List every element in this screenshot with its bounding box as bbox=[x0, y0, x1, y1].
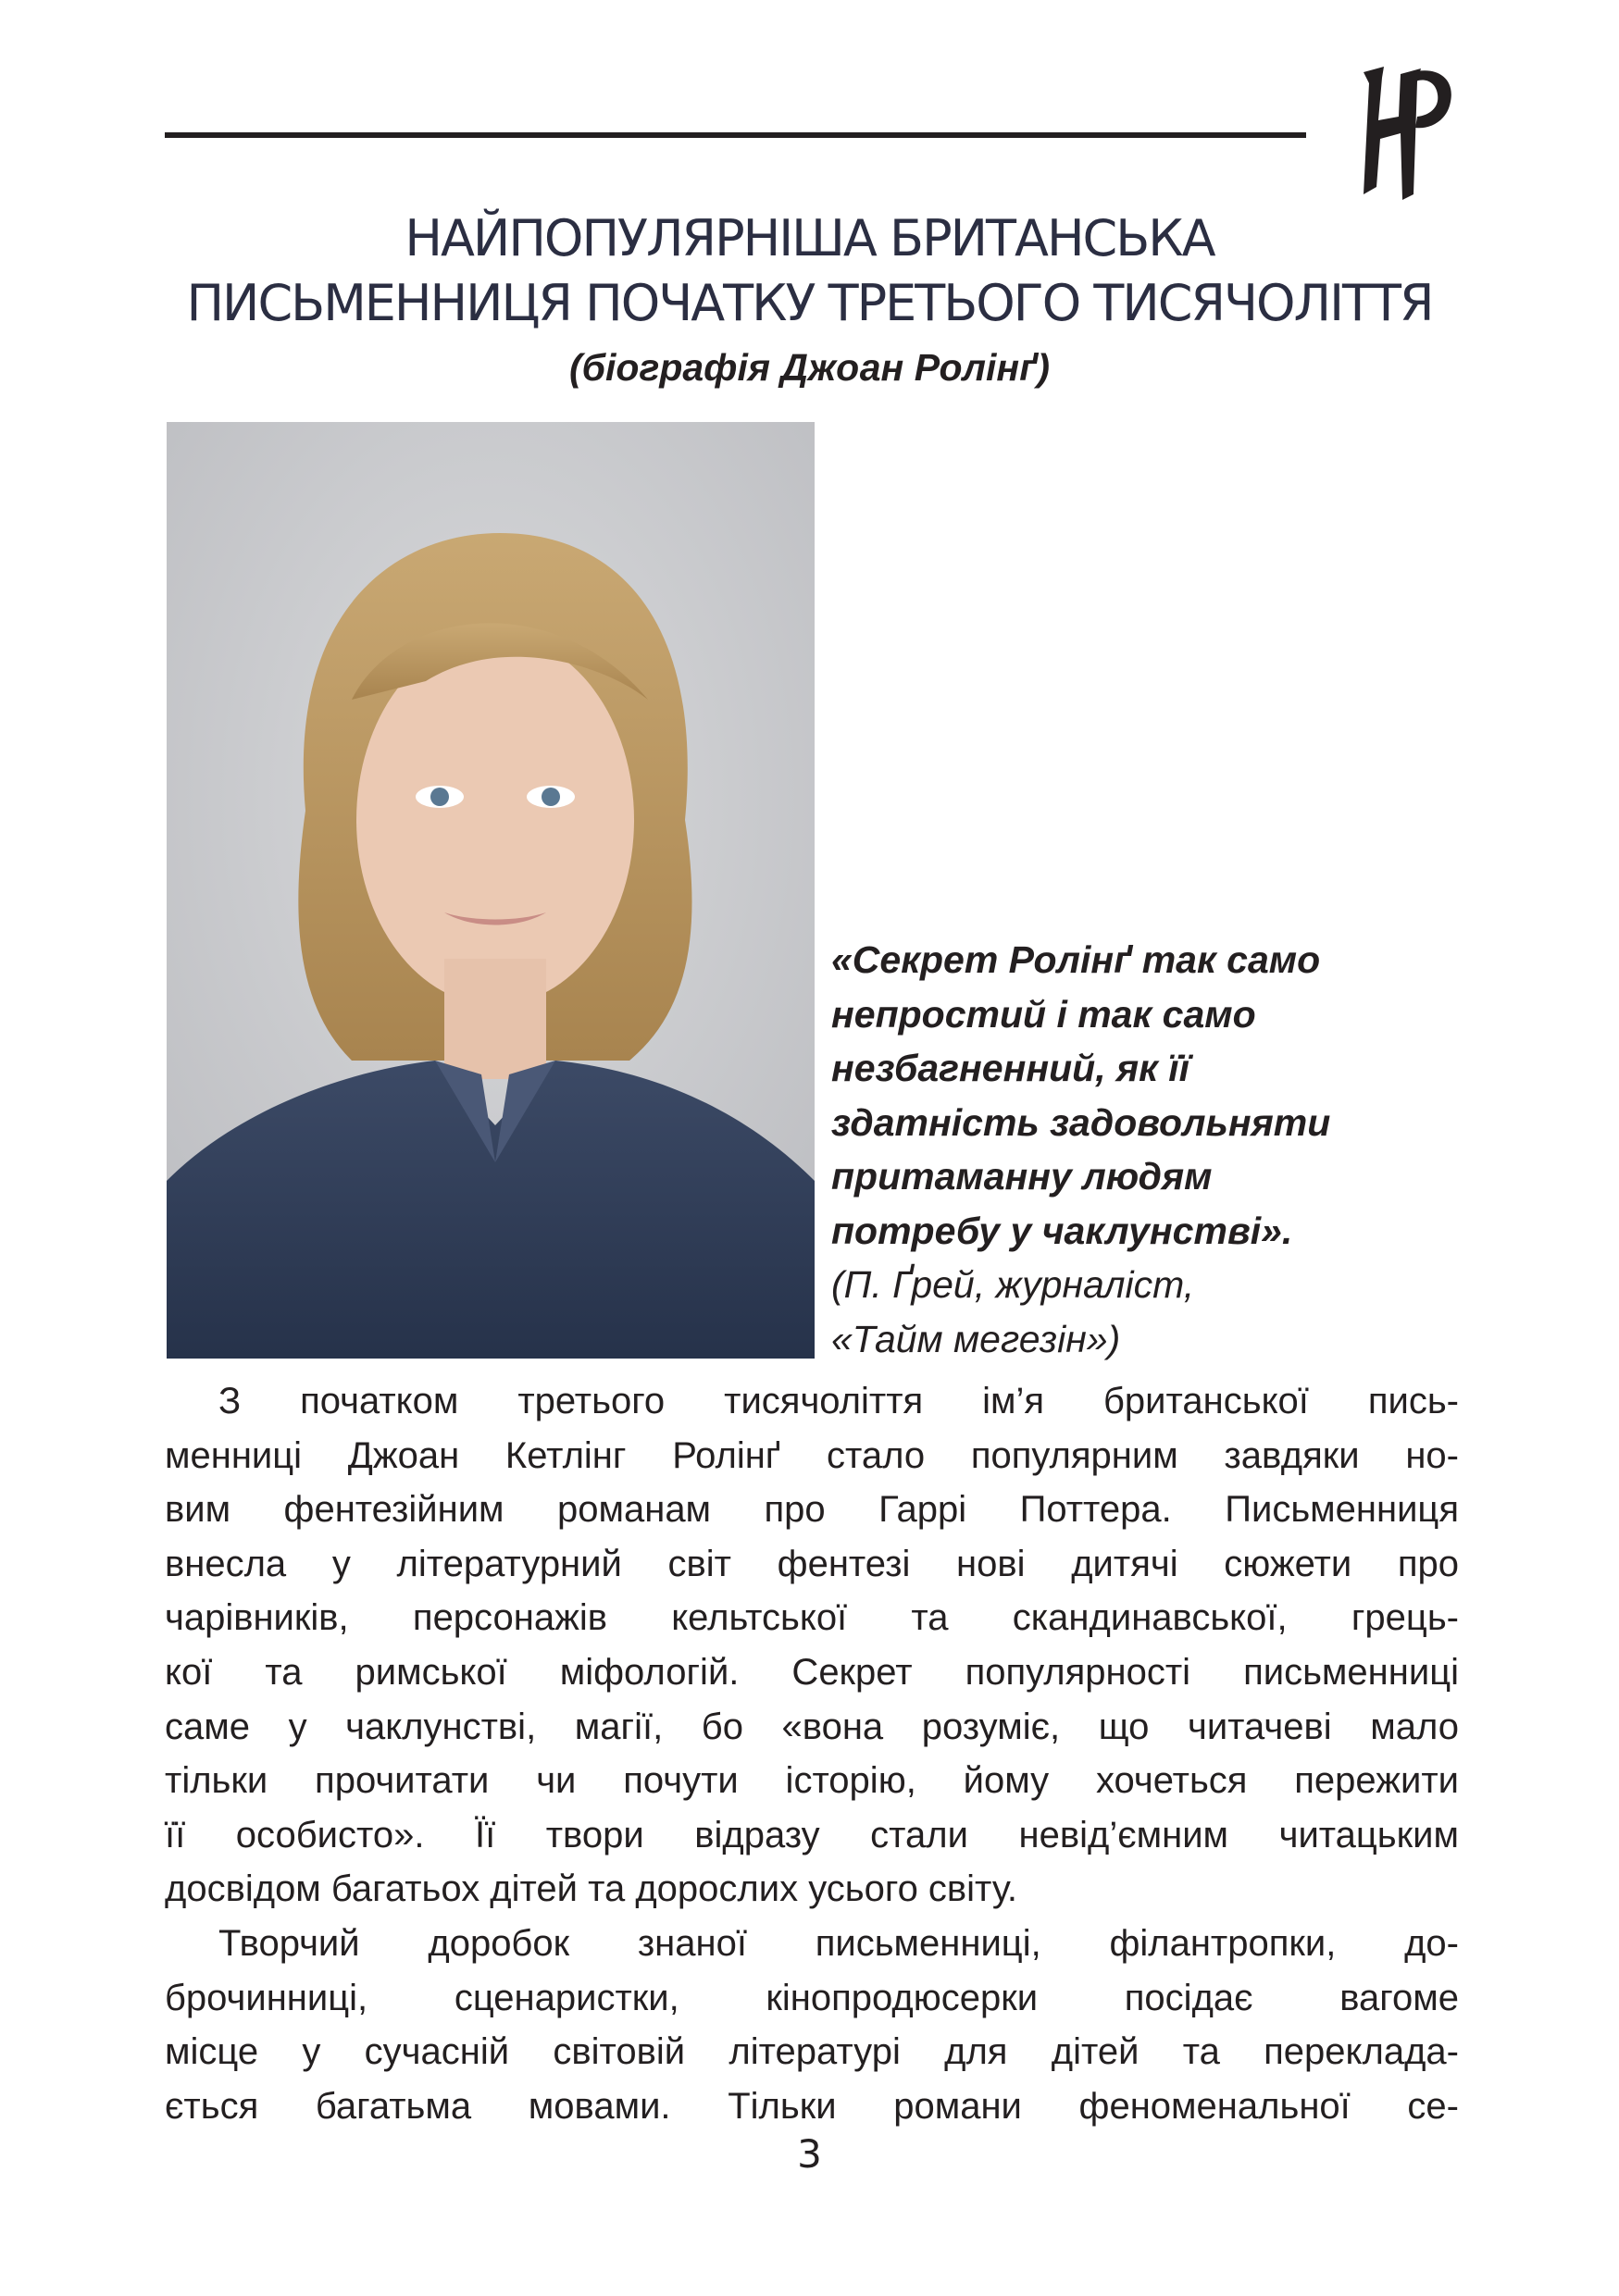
author-portrait-photo bbox=[167, 422, 815, 1359]
body-paragraph-1 bbox=[165, 1374, 1459, 1917]
body-paragraph-2 bbox=[165, 1917, 1459, 2133]
text-line: її особисто». Її твори відразу стали невід’ємним читацьким bbox=[165, 1814, 1459, 1855]
page-title-line-1: НАЙПОПУЛЯРНІША БРИТАНСЬКА bbox=[405, 209, 1214, 267]
quote-line: незбагненний, як її bbox=[831, 1047, 1190, 1089]
text-line: З початком третього тисячоліття ім’я британської пись- bbox=[218, 1381, 1459, 1421]
text-line: внесла у літературний світ фентезі нові дитячі сюжети про bbox=[165, 1543, 1459, 1584]
quote-line: «Секрет Ролінґ так само bbox=[831, 938, 1321, 981]
text-line: вим фентезійним романам про Гаррі Поттера. Письменниця bbox=[165, 1489, 1459, 1531]
text-line: саме у чаклунстві, магії, бо «вона розуміє, що читачеві мало bbox=[165, 1706, 1459, 1747]
text-line: кої та римської міфологій. Секрет популярності письменниці bbox=[165, 1651, 1459, 1693]
quote-line: непростий і так само bbox=[831, 992, 1256, 1036]
page-title-line-2: ПИСЬМЕННИЦЯ ПОЧАТКУ ТРЕТЬОГО ТИСЯЧОЛІТТЯ bbox=[186, 274, 1433, 332]
quote-line: притаманну людям bbox=[831, 1155, 1213, 1198]
text-line: ється багатьма мовами. Тільки романи феноменальної се- bbox=[165, 2085, 1459, 2127]
quote-line: потребу у чаклунстві». bbox=[831, 1209, 1293, 1252]
epigraph-quote bbox=[831, 933, 1461, 1366]
text-line: місце у сучасній світовій літературі для дітей та переклада- bbox=[165, 2031, 1459, 2073]
text-line: чарівників, персонажів кельтської та скандинавської, грець- bbox=[165, 1597, 1459, 1639]
header-rule bbox=[165, 132, 1306, 138]
harry-potter-logo bbox=[1347, 65, 1458, 204]
quote-line: здатність задовольняти bbox=[831, 1100, 1331, 1144]
text-line: брочинниці, сценаристки, кінопродюсерки посідає вагоме bbox=[165, 1977, 1459, 2018]
page-number: 3 bbox=[797, 2131, 822, 2177]
text-line: тільки прочитати чи почути історію, йому хочеться пережити bbox=[165, 1760, 1459, 1802]
text-line: менниці Джоан Кетлінг Ролінґ стало популярним завдяки но- bbox=[165, 1434, 1459, 1476]
page-subtitle: (біографія Джоан Ролінґ) bbox=[568, 346, 1050, 389]
text-line: Творчий доробок знаної письменниці, філантропки, до- bbox=[218, 1923, 1459, 1964]
quote-source-line: (П. Ґрей, журналіст, bbox=[831, 1263, 1195, 1306]
text-line: досвідом багатьох дітей та дорослих усього світу. bbox=[165, 1868, 1017, 1910]
quote-source-line: «Тайм мегезін») bbox=[831, 1317, 1121, 1360]
